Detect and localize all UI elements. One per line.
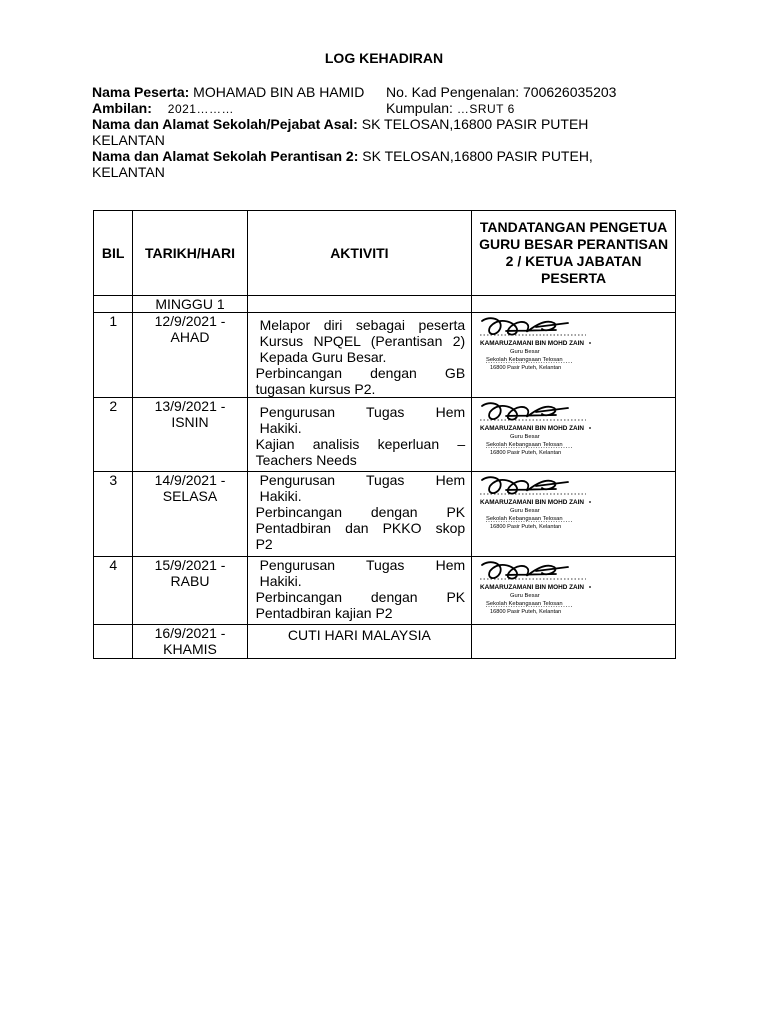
stamp-name: KAMARUZAMANI BIN MOHD ZAIN: [480, 340, 585, 347]
signature-stamp-image: [476, 472, 601, 542]
row-bil: 4: [94, 557, 133, 625]
stamp-school: Sekolah Kebangsaan Telosan: [486, 442, 563, 448]
activity-line: Hakiki.: [259, 420, 302, 436]
table-row: [94, 398, 676, 472]
row-date-text: 13/9/2021 -: [154, 398, 226, 414]
row-date-text: 15/9/2021 -: [154, 557, 226, 573]
stamp-role: Guru Besar: [510, 593, 540, 599]
row-day-text: KHAMIS: [163, 641, 217, 657]
header-bil: BIL: [94, 211, 133, 296]
stamp-address: 16800 Pasir Puteh, Kelantan: [490, 450, 562, 456]
activity-line: Kepada Guru Besar.: [259, 349, 387, 365]
row-bil: 3: [94, 472, 133, 557]
activity-line: Pengurusan Tugas Hem: [259, 472, 466, 488]
stamp-address: 16800 Pasir Puteh, Kelantan: [490, 524, 562, 530]
week-row: [94, 296, 676, 313]
name-value: MOHAMAD BIN AB HAMID: [193, 84, 365, 100]
placement-value: SK TELOSAN,16800 PASIR PUTEH, KELANTAN: [92, 148, 593, 180]
attendance-table: [93, 210, 676, 659]
week-label: MINGGU 1: [133, 296, 247, 313]
row-activities: [247, 398, 472, 472]
row-day-text: ISNIN: [171, 414, 209, 430]
stamp-school: Sekolah Kebangsaan Telosan: [486, 357, 563, 363]
activity-line: tugasan kursus P2.: [255, 381, 376, 397]
signature-stamp-image: [476, 313, 601, 383]
activity-line: Pengurusan Tugas Hem: [259, 404, 466, 420]
activity-line: Teachers Needs: [255, 452, 357, 468]
intake-line: [92, 100, 234, 117]
row-date-text: 14/9/2021 -: [154, 472, 226, 488]
origin-label: Nama dan Alamat Sekolah/Pejabat Asal:: [92, 116, 358, 132]
placement-school-line: [92, 148, 652, 180]
header-aktiviti: AKTIVITI: [247, 211, 472, 296]
signature-cell: [472, 472, 676, 557]
stamp-role: Guru Besar: [510, 349, 540, 355]
table-row: [94, 313, 676, 398]
stamp-name: KAMARUZAMANI BIN MOHD ZAIN: [480, 499, 585, 506]
table-row: [94, 625, 676, 659]
row-bil: 2: [94, 398, 133, 472]
activity-line: Kursus NPQEL (Perantisan 2): [259, 333, 466, 349]
activity-line: Pentadbiran dan PKKO skop: [255, 520, 466, 536]
stamp-school: Sekolah Kebangsaan Telosan: [486, 601, 563, 607]
row-date: [133, 625, 247, 659]
stamp-name: KAMARUZAMANI BIN MOHD ZAIN: [480, 584, 585, 591]
participant-name-line: [92, 84, 364, 100]
row-date: [133, 398, 247, 472]
ic-value: 700626035203: [523, 84, 617, 100]
stamp-address: 16800 Pasir Puteh, Kelantan: [490, 365, 562, 371]
activity-line: Pentadbiran kajian P2: [255, 605, 393, 621]
intake-label: Ambilan:: [92, 100, 152, 116]
signature-stamp-image: [476, 557, 601, 627]
signature-cell: [472, 313, 676, 398]
group-line: [386, 100, 515, 117]
row-day-text: RABU: [170, 573, 210, 589]
origin-value: SK TELOSAN,16800 PASIR PUTEH KELANTAN: [92, 116, 589, 148]
row-date: [133, 557, 247, 625]
row-date: [133, 313, 247, 398]
row-bil: [94, 625, 133, 659]
table-row: [94, 472, 676, 557]
placement-label: Nama dan Alamat Sekolah Perantisan 2:: [92, 148, 359, 164]
ic-line: [386, 84, 616, 100]
row-day-text: AHAD: [170, 329, 210, 345]
stamp-address: 16800 Pasir Puteh, Kelantan: [490, 609, 562, 615]
row-date-text: 12/9/2021 -: [154, 313, 226, 329]
ic-label: No. Kad Pengenalan:: [386, 84, 520, 100]
row-date-text: 16/9/2021 -: [154, 625, 226, 641]
activity-line: Perbincangan dengan GB: [255, 365, 466, 381]
row-activities: [247, 557, 472, 625]
activity-line: Pengurusan Tugas Hem: [259, 557, 466, 573]
stamp-role: Guru Besar: [510, 508, 540, 514]
row-date: [133, 472, 247, 557]
activity-line: Perbincangan dengan PK: [255, 589, 466, 605]
activity-line: CUTI HARI MALAYSIA: [287, 627, 431, 643]
activity-line: Perbincangan dengan PK: [255, 504, 466, 520]
name-label: Nama Peserta:: [92, 84, 190, 100]
activity-line: Melapor diri sebagai peserta: [259, 317, 466, 333]
origin-school-line: [92, 116, 652, 148]
activity-line: Kajian analisis keperluan –: [255, 436, 466, 452]
row-activities: [247, 313, 472, 398]
group-label: Kumpulan:: [386, 100, 453, 116]
stamp-school: Sekolah Kebangsaan Telosan: [486, 516, 563, 522]
header-tandatangan: TANDATANGAN PENGETUA GURU BESAR PERANTISAN 2 / KETUA JABATAN PESERTA: [472, 211, 676, 296]
table-row: [94, 557, 676, 625]
header-tarikh: TARIKH/HARI: [133, 211, 247, 296]
stamp-name: KAMARUZAMANI BIN MOHD ZAIN: [480, 425, 585, 432]
signature-cell: [472, 557, 676, 625]
intake-value: 2021………: [167, 102, 234, 116]
activity-line: Hakiki.: [259, 488, 302, 504]
signature-cell: [472, 398, 676, 472]
activity-line: Hakiki.: [259, 573, 302, 589]
activity-line: P2: [255, 536, 273, 552]
row-bil: 1: [94, 313, 133, 398]
page-title: LOG KEHADIRAN: [324, 50, 444, 66]
table-header-row: [94, 211, 676, 296]
stamp-role: Guru Besar: [510, 434, 540, 440]
group-value: …SRUT 6: [456, 102, 515, 116]
row-activities: [247, 472, 472, 557]
row-activities: [247, 625, 472, 659]
signature-stamp-image: [476, 398, 601, 468]
row-day-text: SELASA: [162, 488, 218, 504]
